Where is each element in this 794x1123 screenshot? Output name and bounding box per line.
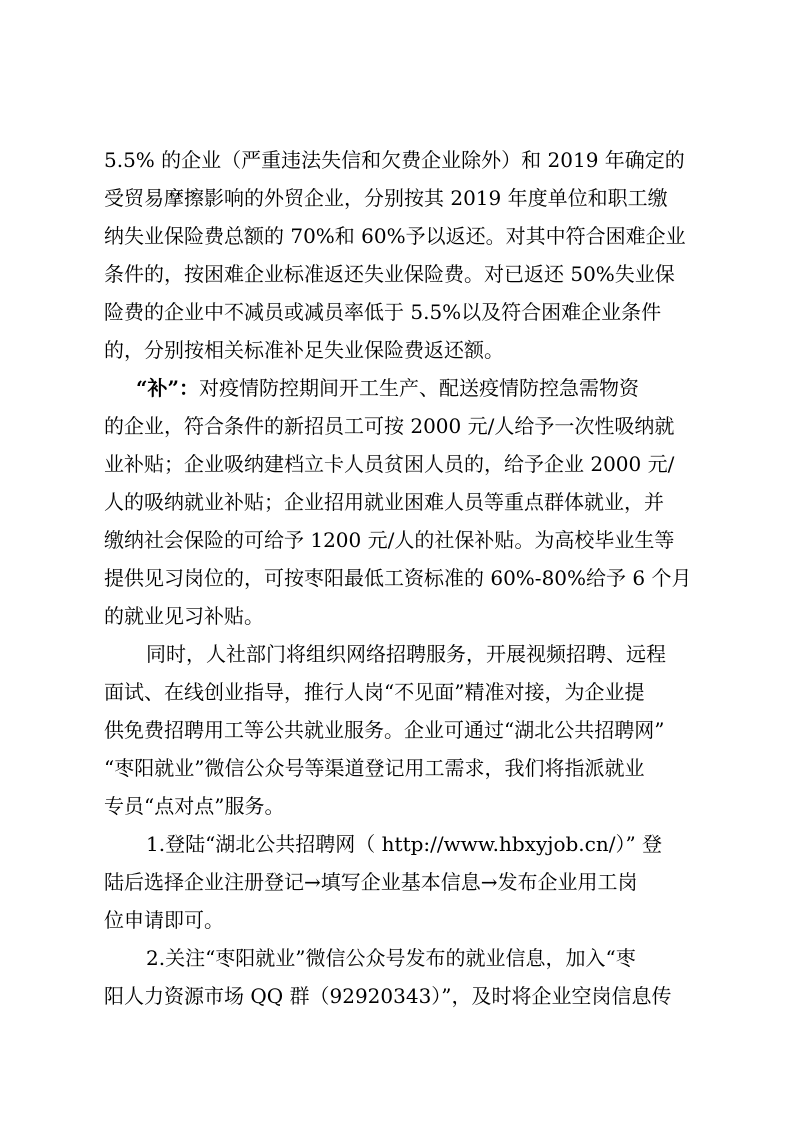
para4-line-2: 陆后选择企业注册登记→填写企业基本信息→发布企业用工岗 bbox=[104, 870, 638, 894]
para1-line-1: 5.5% 的企业（严重违法失信和欠费企业除外）和 2019 年确定的 bbox=[104, 148, 685, 172]
para2-line-4: 人的吸纳就业补贴；企业招用就业困难人员等重点群体就业，并 bbox=[104, 490, 664, 514]
para1-line-2: 受贸易摩擦影响的外贸企业，分别按其 2019 年度单位和职工缴 bbox=[104, 186, 668, 210]
para1-line-5: 险费的企业中不减员或减员率低于 5.5%以及符合困难企业条件 bbox=[104, 300, 662, 324]
para2-first-rest: 对疫情防控期间开工生产、配送疫情防控急需物资 bbox=[199, 376, 640, 400]
para3-line-4: “枣阳就业”微信公众号等渠道登记用工需求，我们将指派就业 bbox=[104, 756, 645, 780]
para2-line-6: 提供见习岗位的，可按枣阳最低工资标准的 60%-80%给予 6 个月 bbox=[104, 566, 692, 590]
para3-line-1: 同时，人社部门将组织网络招聘服务，开展视频招聘、远程 bbox=[146, 642, 666, 666]
para5-line-2: 阳人力资源市场 QQ 群（92920343）”，及时将企业空岗信息传 bbox=[104, 984, 672, 1008]
para1-line-6: 的，分别按相关标准补足失业保险费返还额。 bbox=[104, 338, 504, 362]
para3-line-2: 面试、在线创业指导，推行人岗“不见面”精准对接，为企业提 bbox=[104, 680, 645, 704]
para2-line-2: 的企业，符合条件的新招员工可按 2000 元/人给予一次性吸纳就 bbox=[104, 414, 675, 438]
para5-line-1: 2.关注“枣阳就业”微信公众号发布的就业信息，加入“枣 bbox=[146, 946, 636, 970]
para2-line-1 bbox=[136, 374, 694, 402]
para2-heading: “补”： bbox=[136, 376, 200, 400]
para2-line-7: 的就业见习补贴。 bbox=[104, 604, 264, 628]
para4-line-1: 1.登陆“湖北公共招聘网（ http://www.hbxyjob.cn/）” 登 bbox=[146, 832, 663, 856]
para2-line-3: 业补贴；企业吸纳建档立卡人员贫困人员的，给予企业 2000 元/ bbox=[104, 452, 675, 476]
para3-line-5: 专员“点对点”服务。 bbox=[104, 794, 285, 818]
para3-line-3: 供免费招聘用工等公共就业服务。企业可通过“湖北公共招聘网” bbox=[104, 718, 665, 742]
para4-line-3: 位申请即可。 bbox=[104, 908, 224, 932]
para1-line-3: 纳失业保险费总额的 70%和 60%予以返还。对其中符合困难企业 bbox=[104, 224, 686, 248]
para1-line-4: 条件的，按困难企业标准返还失业保险费。对已返还 50%失业保 bbox=[104, 262, 675, 286]
para2-line-5: 缴纳社会保险的可给予 1200 元/人的社保补贴。为高校毕业生等 bbox=[104, 528, 675, 552]
